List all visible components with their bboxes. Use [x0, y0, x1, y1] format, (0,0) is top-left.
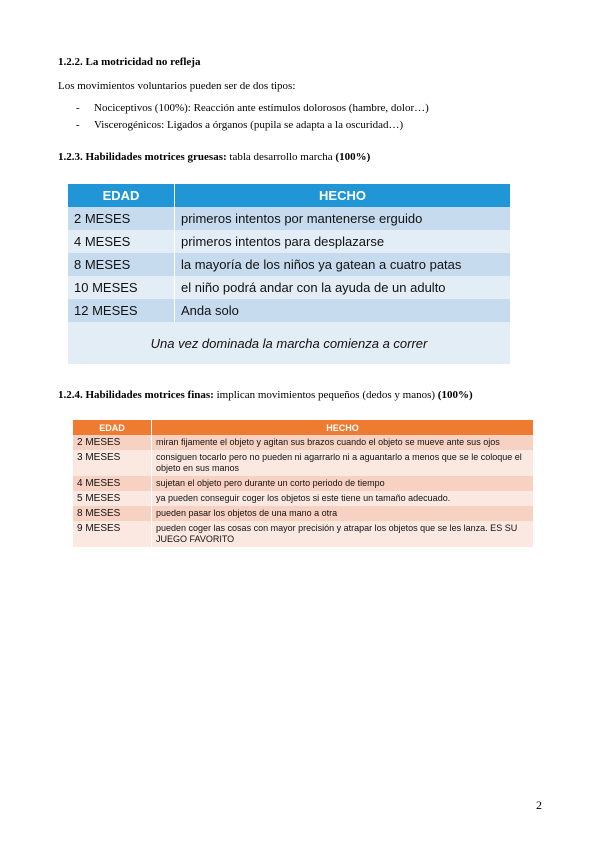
table-header-row — [73, 420, 533, 435]
cell-edad: 2 MESES — [73, 435, 152, 450]
cell-hecho: primeros intentos por mantenerse erguido — [175, 207, 511, 230]
table-row — [73, 450, 533, 476]
cell-hecho: miran fijamente el objeto y agitan sus brazos cuando el objeto se mueve ante sus ojos — [152, 435, 534, 450]
table-row — [68, 299, 510, 322]
column-header-edad: EDAD — [73, 420, 152, 435]
section-heading-finas — [58, 389, 473, 401]
cell-hecho: pueden pasar los objetos de una mano a otra — [152, 506, 534, 521]
heading-normal-part: tabla desarrollo marcha — [226, 151, 336, 163]
bullet-text: Nociceptivos (100%): Reacción ante estímulos dolorosos (hambre, dolor…) — [94, 102, 429, 114]
fine-motor-table — [73, 420, 533, 547]
column-header-hecho: HECHO — [152, 420, 534, 435]
bullet-text: Viscerogénicos: Ligados a órganos (pupila se adapta a la oscuridad…) — [94, 119, 404, 131]
cell-hecho: Anda solo — [175, 299, 511, 322]
heading-normal-part: implican movimientos pequeños (dedos y manos) — [213, 389, 438, 401]
bullet-dash: - — [76, 119, 80, 131]
table-row — [68, 276, 510, 299]
table-row — [73, 435, 533, 450]
cell-hecho: ya pueden conseguir coger los objetos si este tiene un tamaño adecuado. — [152, 491, 534, 506]
heading-tail-part: (100%) — [335, 151, 371, 163]
cell-hecho: consiguen tocarlo pero no pueden ni agarrarlo ni a aguantarlo a menos que se le coloque el objeto en sus manos — [152, 450, 534, 476]
table-row — [68, 207, 510, 230]
cell-edad: 5 MESES — [73, 491, 152, 506]
cell-hecho: pueden coger las cosas con mayor precisión y atrapar los objetos que se les lanza. ES SU JUEGO FAVORITO — [152, 521, 534, 547]
cell-hecho: la mayoría de los niños ya gatean a cuatro patas — [175, 253, 511, 276]
cell-edad: 8 MESES — [68, 253, 175, 276]
page-number: 2 — [536, 798, 542, 812]
column-header-hecho: HECHO — [175, 184, 511, 207]
cell-edad: 2 MESES — [68, 207, 175, 230]
bullet-dash: - — [76, 102, 80, 114]
cell-hecho: el niño podrá andar con la ayuda de un adulto — [175, 276, 511, 299]
table-row — [73, 521, 533, 547]
bullet-item — [76, 119, 403, 131]
table-row — [68, 253, 510, 276]
cell-hecho: sujetan el objeto pero durante un corto periodo de tiempo — [152, 476, 534, 491]
table-header-row — [68, 184, 510, 207]
heading-tail-part: (100%) — [437, 389, 473, 401]
heading-bold-part: 1.2.4. Habilidades motrices finas: — [58, 389, 214, 401]
table-row — [73, 476, 533, 491]
table-row — [68, 230, 510, 253]
cell-edad: 9 MESES — [73, 521, 152, 547]
section-heading-gruesas — [58, 151, 370, 163]
cell-edad: 3 MESES — [73, 450, 152, 476]
cell-hecho: primeros intentos para desplazarse — [175, 230, 511, 253]
table-row — [73, 491, 533, 506]
section-heading-motricidad: 1.2.2. La motricidad no refleja — [58, 56, 201, 68]
gross-motor-table — [68, 184, 510, 364]
cell-edad: 4 MESES — [73, 476, 152, 491]
table-footer-note: Una vez dominada la marcha comienza a correr — [68, 322, 510, 364]
intro-paragraph: Los movimientos voluntarios pueden ser de dos tipos: — [58, 80, 296, 92]
cell-edad: 10 MESES — [68, 276, 175, 299]
cell-edad: 4 MESES — [68, 230, 175, 253]
cell-edad: 12 MESES — [68, 299, 175, 322]
table-footer-row — [68, 322, 510, 364]
cell-edad: 8 MESES — [73, 506, 152, 521]
bullet-item — [76, 102, 429, 114]
heading-bold-part: 1.2.3. Habilidades motrices gruesas: — [58, 151, 227, 163]
table-row — [73, 506, 533, 521]
column-header-edad: EDAD — [68, 184, 175, 207]
